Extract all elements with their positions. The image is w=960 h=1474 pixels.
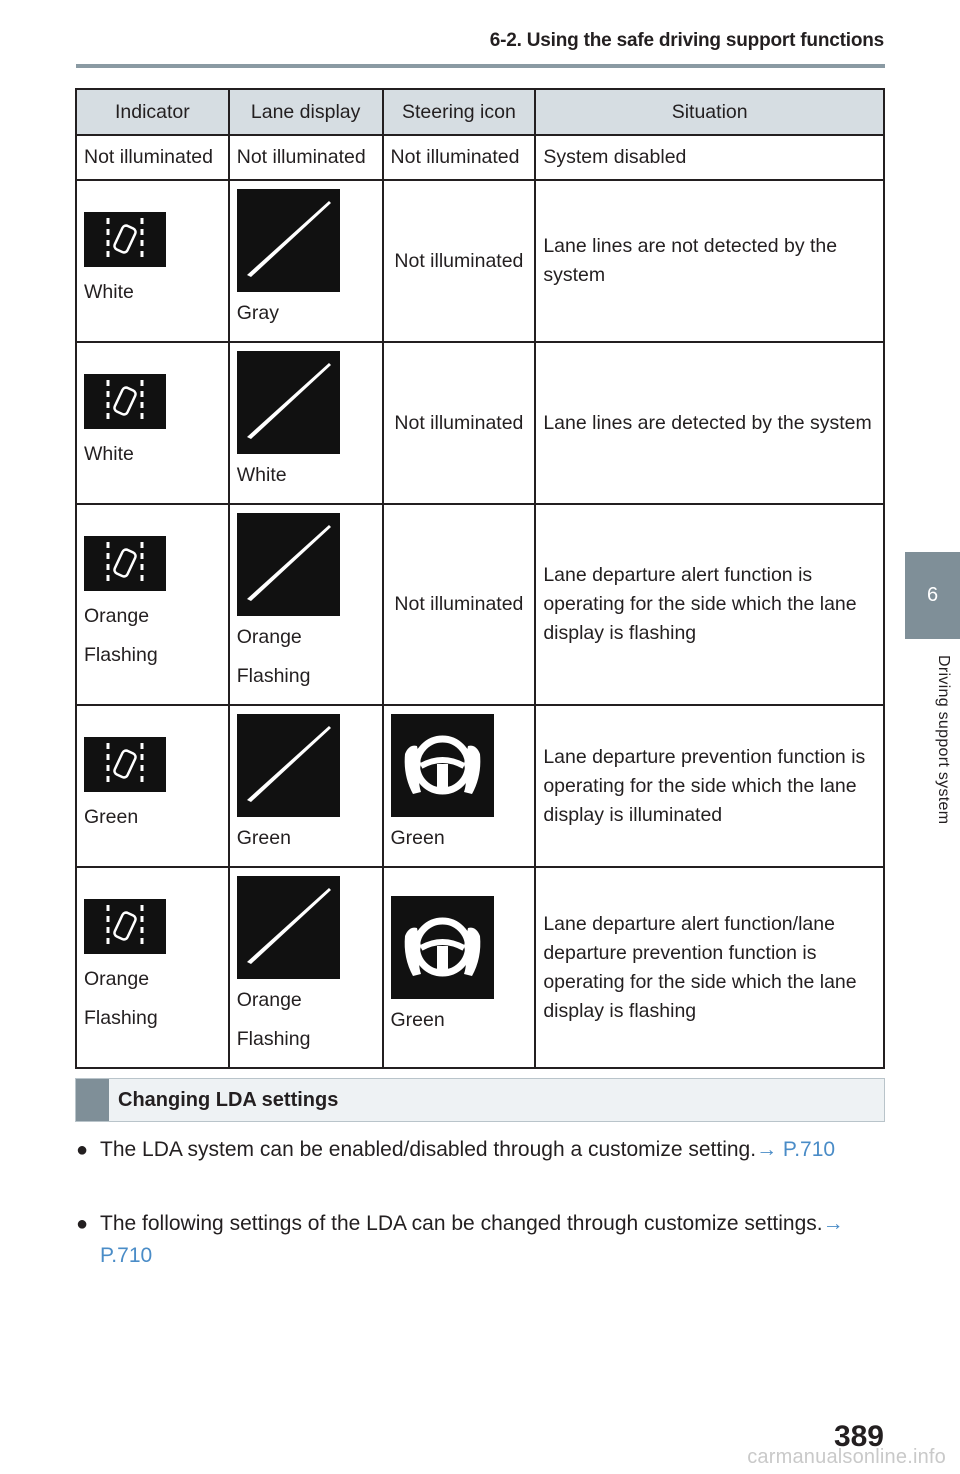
chapter-number: 6 xyxy=(926,584,939,606)
cell-indicator xyxy=(76,867,229,1068)
cell-lane xyxy=(229,705,383,867)
indicator-color: White xyxy=(84,443,134,465)
cell-steer: Not illuminated xyxy=(383,180,536,342)
lane-display-icon xyxy=(237,189,340,292)
steering-wheel-hands-icon xyxy=(391,714,494,817)
cell-steer: Not illuminated xyxy=(383,342,536,504)
table-row xyxy=(76,867,884,1068)
cell-situation: Lane departure alert function is operating for the side which the lane display is flashing xyxy=(535,504,884,705)
table-row xyxy=(76,180,884,342)
indicator-state: Flashing xyxy=(84,1007,158,1029)
cell-indicator xyxy=(76,342,229,504)
indicator-state: Flashing xyxy=(84,644,158,666)
table-row xyxy=(76,504,884,705)
header-situation: Situation xyxy=(535,89,884,135)
bullet-dot-icon: ● xyxy=(76,1139,89,1161)
steer-color: Green xyxy=(390,1008,445,1031)
lda-indicator-icon xyxy=(84,899,166,954)
steer-color: Green xyxy=(390,827,445,849)
lda-indicator-icon xyxy=(84,737,166,792)
page-number: 389 xyxy=(833,1420,884,1453)
table-header-row xyxy=(76,89,884,135)
running-header: 6-2. Using the safe driving support functions xyxy=(489,30,884,51)
lane-state: Flashing xyxy=(236,1028,311,1050)
header-rule xyxy=(76,64,885,68)
table-row xyxy=(76,705,884,867)
header-steering-icon: Steering icon xyxy=(383,89,536,135)
cell-indicator xyxy=(76,180,229,342)
cell-steer: Not illuminated xyxy=(383,504,536,705)
page-reference-link[interactable]: → P.710 xyxy=(756,1138,836,1161)
section-heading xyxy=(75,1078,885,1122)
lane-color: White xyxy=(236,464,287,486)
cell-lane xyxy=(229,867,383,1068)
indicator-color: Orange xyxy=(84,968,150,990)
lane-display-icon xyxy=(237,714,340,817)
bullet-dot-icon: ● xyxy=(76,1213,89,1235)
watermark: carmanualsonline.info xyxy=(747,1446,946,1468)
steering-wheel-hands-icon xyxy=(391,896,494,999)
header-indicator: Indicator xyxy=(76,89,229,135)
lane-display-icon xyxy=(237,513,340,616)
chapter-label: Driving support system xyxy=(935,655,952,825)
lda-indicator-table xyxy=(75,88,885,1069)
cell-lane xyxy=(229,504,383,705)
cell-situation: Lane lines are detected by the system xyxy=(535,342,884,504)
table-row xyxy=(76,342,884,504)
lane-display-icon xyxy=(237,351,340,454)
lda-indicator-icon xyxy=(84,212,166,267)
cell-indicator xyxy=(76,705,229,867)
bullet-text: The LDA system can be enabled/disabled through a customize setting. xyxy=(100,1138,757,1161)
cell-lane xyxy=(229,180,383,342)
cell-steer: Not illuminated xyxy=(383,135,536,180)
lane-color: Green xyxy=(236,827,291,849)
indicator-color: White xyxy=(84,281,134,303)
cell-situation: System disabled xyxy=(535,135,884,180)
lda-indicator-icon xyxy=(84,536,166,591)
bullet-text: The following settings of the LDA can be changed through customize settings. xyxy=(100,1212,823,1235)
lane-display-icon xyxy=(237,876,340,979)
header-lane-display: Lane display xyxy=(229,89,383,135)
lane-state: Flashing xyxy=(236,665,311,687)
lane-color: Orange xyxy=(236,626,302,648)
cell-situation: Lane departure alert function/lane departure prevention function is operating for the side which the lane display is flashing xyxy=(535,867,884,1068)
table-row xyxy=(76,135,884,180)
cell-situation: Lane lines are not detected by the system xyxy=(535,180,884,342)
page-reference-link[interactable]: → P.710 xyxy=(100,1212,844,1267)
cell-situation: Lane departure prevention function is operating for the side which the lane display is illuminated xyxy=(535,705,884,867)
bullet-item xyxy=(76,1134,876,1166)
indicator-color: Green xyxy=(84,806,139,828)
cell-steer xyxy=(383,867,536,1068)
cell-lane: Not illuminated xyxy=(229,135,383,180)
lane-color: Orange xyxy=(236,989,302,1011)
cell-steer xyxy=(383,705,536,867)
cell-lane xyxy=(229,342,383,504)
bullet-item xyxy=(76,1208,876,1272)
cell-indicator xyxy=(76,504,229,705)
section-bar xyxy=(76,1079,109,1121)
chapter-tab xyxy=(905,552,960,639)
cell-indicator: Not illuminated xyxy=(76,135,229,180)
lane-color: Gray xyxy=(236,302,279,324)
indicator-color: Orange xyxy=(84,605,150,627)
lda-indicator-icon xyxy=(84,374,166,429)
section-title: Changing LDA settings xyxy=(118,1089,339,1111)
